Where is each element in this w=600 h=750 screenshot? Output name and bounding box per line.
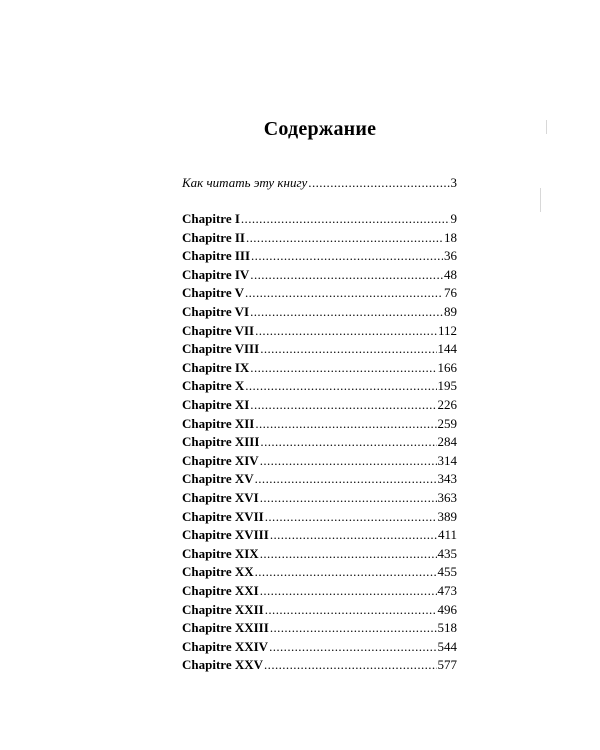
toc-entry-chapter[interactable] [182, 452, 457, 470]
toc-entry-chapter[interactable] [182, 322, 457, 340]
toc-entry-page: 455 [437, 564, 457, 580]
toc-entry-chapter[interactable] [182, 526, 457, 544]
toc-entry-label: Как читать эту книгу [182, 175, 308, 190]
dot-leader [241, 210, 450, 228]
toc-entry-label: Chapitre XXII [182, 601, 264, 617]
toc-entry-label: Chapitre X [182, 378, 245, 394]
toc-entry-chapter[interactable] [182, 377, 457, 395]
dot-leader [270, 526, 437, 544]
dot-leader [260, 582, 437, 600]
toc-entry-page: 3 [450, 175, 457, 190]
toc-entry-page: 496 [437, 601, 457, 617]
toc-entry-label: Chapitre VI [182, 304, 250, 319]
toc-entry-chapter[interactable] [182, 470, 457, 488]
dot-leader [270, 619, 437, 637]
page-title: Содержание [263, 118, 377, 140]
toc-entry-label: Chapitre XVI [182, 490, 259, 505]
toc-entry-label: Chapitre XI [182, 397, 250, 412]
toc-entry-page: 473 [437, 583, 457, 598]
dot-leader [255, 415, 436, 433]
toc-entry-chapter[interactable] [182, 508, 457, 526]
toc-entry-chapter[interactable] [182, 359, 457, 377]
toc-entry-chapter[interactable] [182, 433, 457, 451]
toc-entry-chapter[interactable] [182, 545, 457, 563]
dot-leader [250, 266, 443, 284]
toc-entry-page: 144 [437, 341, 457, 357]
toc-entry-label: Chapitre XXV [182, 657, 264, 673]
toc-entry-chapter[interactable] [182, 656, 457, 674]
dot-leader [260, 433, 436, 451]
toc-entry-page: 9 [450, 211, 457, 226]
toc-entry-page: 343 [437, 471, 457, 487]
toc-entry-page: 259 [437, 415, 457, 431]
page-edge-mark [540, 188, 541, 212]
toc-entry-label: Chapitre XIX [182, 545, 259, 561]
dot-leader [264, 656, 436, 674]
toc-entry-chapter[interactable] [182, 247, 457, 265]
toc-entry-chapter[interactable] [182, 266, 457, 284]
toc-entry-page: 166 [437, 359, 457, 375]
toc-entry-label: Chapitre XIV [182, 452, 259, 468]
toc-entry-label: Chapitre XIII [182, 434, 260, 450]
toc-entry-page: 518 [437, 620, 457, 636]
toc-entry-chapter[interactable] [182, 415, 457, 433]
toc-entry-chapter[interactable] [182, 284, 457, 302]
toc-entry-chapter[interactable] [182, 601, 457, 619]
toc-entry-page: 195 [437, 378, 457, 394]
toc-entry-label: Chapitre V [182, 285, 244, 301]
dot-leader [250, 359, 436, 377]
toc-entry-page: 89 [444, 304, 457, 319]
dot-leader [246, 229, 443, 247]
toc-entry-label: Chapitre XVII [182, 508, 264, 524]
dot-leader [260, 489, 437, 507]
dot-leader [251, 247, 443, 265]
dot-leader [265, 601, 437, 619]
toc-entry-label: Chapitre VII [182, 322, 255, 338]
toc-entry-label: Chapitre XII [182, 415, 255, 431]
dot-leader [269, 638, 436, 656]
dot-leader [245, 377, 436, 395]
dot-leader [255, 470, 437, 488]
toc-entry-chapter[interactable] [182, 210, 457, 228]
toc-entry-label: Chapitre XV [182, 471, 254, 487]
toc-entry-chapter[interactable] [182, 582, 457, 600]
toc-entry-label: Chapitre XXI [182, 583, 259, 598]
dot-leader [255, 322, 437, 340]
toc-entry-page: 76 [444, 285, 457, 301]
toc-entry-label: Chapitre XXIV [182, 638, 269, 654]
toc-entry-page: 577 [437, 657, 457, 673]
dot-leader [308, 174, 449, 192]
toc-entry-chapter[interactable] [182, 563, 457, 581]
toc-entry-page: 363 [437, 490, 457, 505]
toc-entry-page: 18 [444, 229, 457, 245]
toc-entry-page: 48 [444, 266, 457, 282]
toc-entry-label: Chapitre XX [182, 564, 254, 580]
toc-entry-page: 284 [437, 434, 457, 450]
dot-leader [255, 563, 437, 581]
toc-entry-label: Chapitre I [182, 211, 240, 226]
toc-entry-chapter[interactable] [182, 340, 457, 358]
toc-entry-chapter[interactable] [182, 638, 457, 656]
toc-entry-page: 411 [437, 527, 457, 543]
dot-leader [245, 284, 443, 302]
toc-entry-page: 435 [437, 545, 457, 561]
toc-entry-label: Chapitre II [182, 229, 245, 245]
toc-entry-label: Chapitre VIII [182, 341, 260, 357]
dot-leader [260, 545, 437, 563]
toc-entry-page: 389 [437, 508, 457, 524]
toc-entry-label: Chapitre IX [182, 359, 250, 375]
dot-leader [265, 508, 437, 526]
dot-leader [250, 303, 443, 321]
dot-leader [250, 396, 436, 414]
toc-entry-chapter[interactable] [182, 489, 457, 507]
dot-leader [260, 340, 436, 358]
toc-entry-chapter[interactable] [182, 229, 457, 247]
toc-entry-page: 314 [437, 452, 457, 468]
toc-entry-chapter[interactable] [182, 619, 457, 637]
toc-entry-label: Chapitre XXIII [182, 620, 269, 636]
toc-entry-label: Chapitre IV [182, 266, 250, 282]
toc-entry-label: Chapitre XVIII [182, 527, 269, 543]
toc-entry-page: 226 [437, 397, 457, 412]
toc-entry-page: 544 [437, 638, 457, 654]
dot-leader [260, 452, 437, 470]
toc-entry-page: 112 [437, 322, 457, 338]
toc-entry-label: Chapitre III [182, 248, 251, 264]
toc-entry-chapter[interactable] [182, 303, 457, 321]
toc-entry-page: 36 [444, 248, 457, 264]
toc-entry-chapter[interactable] [182, 396, 457, 414]
toc-entry-intro[interactable] [182, 174, 457, 192]
